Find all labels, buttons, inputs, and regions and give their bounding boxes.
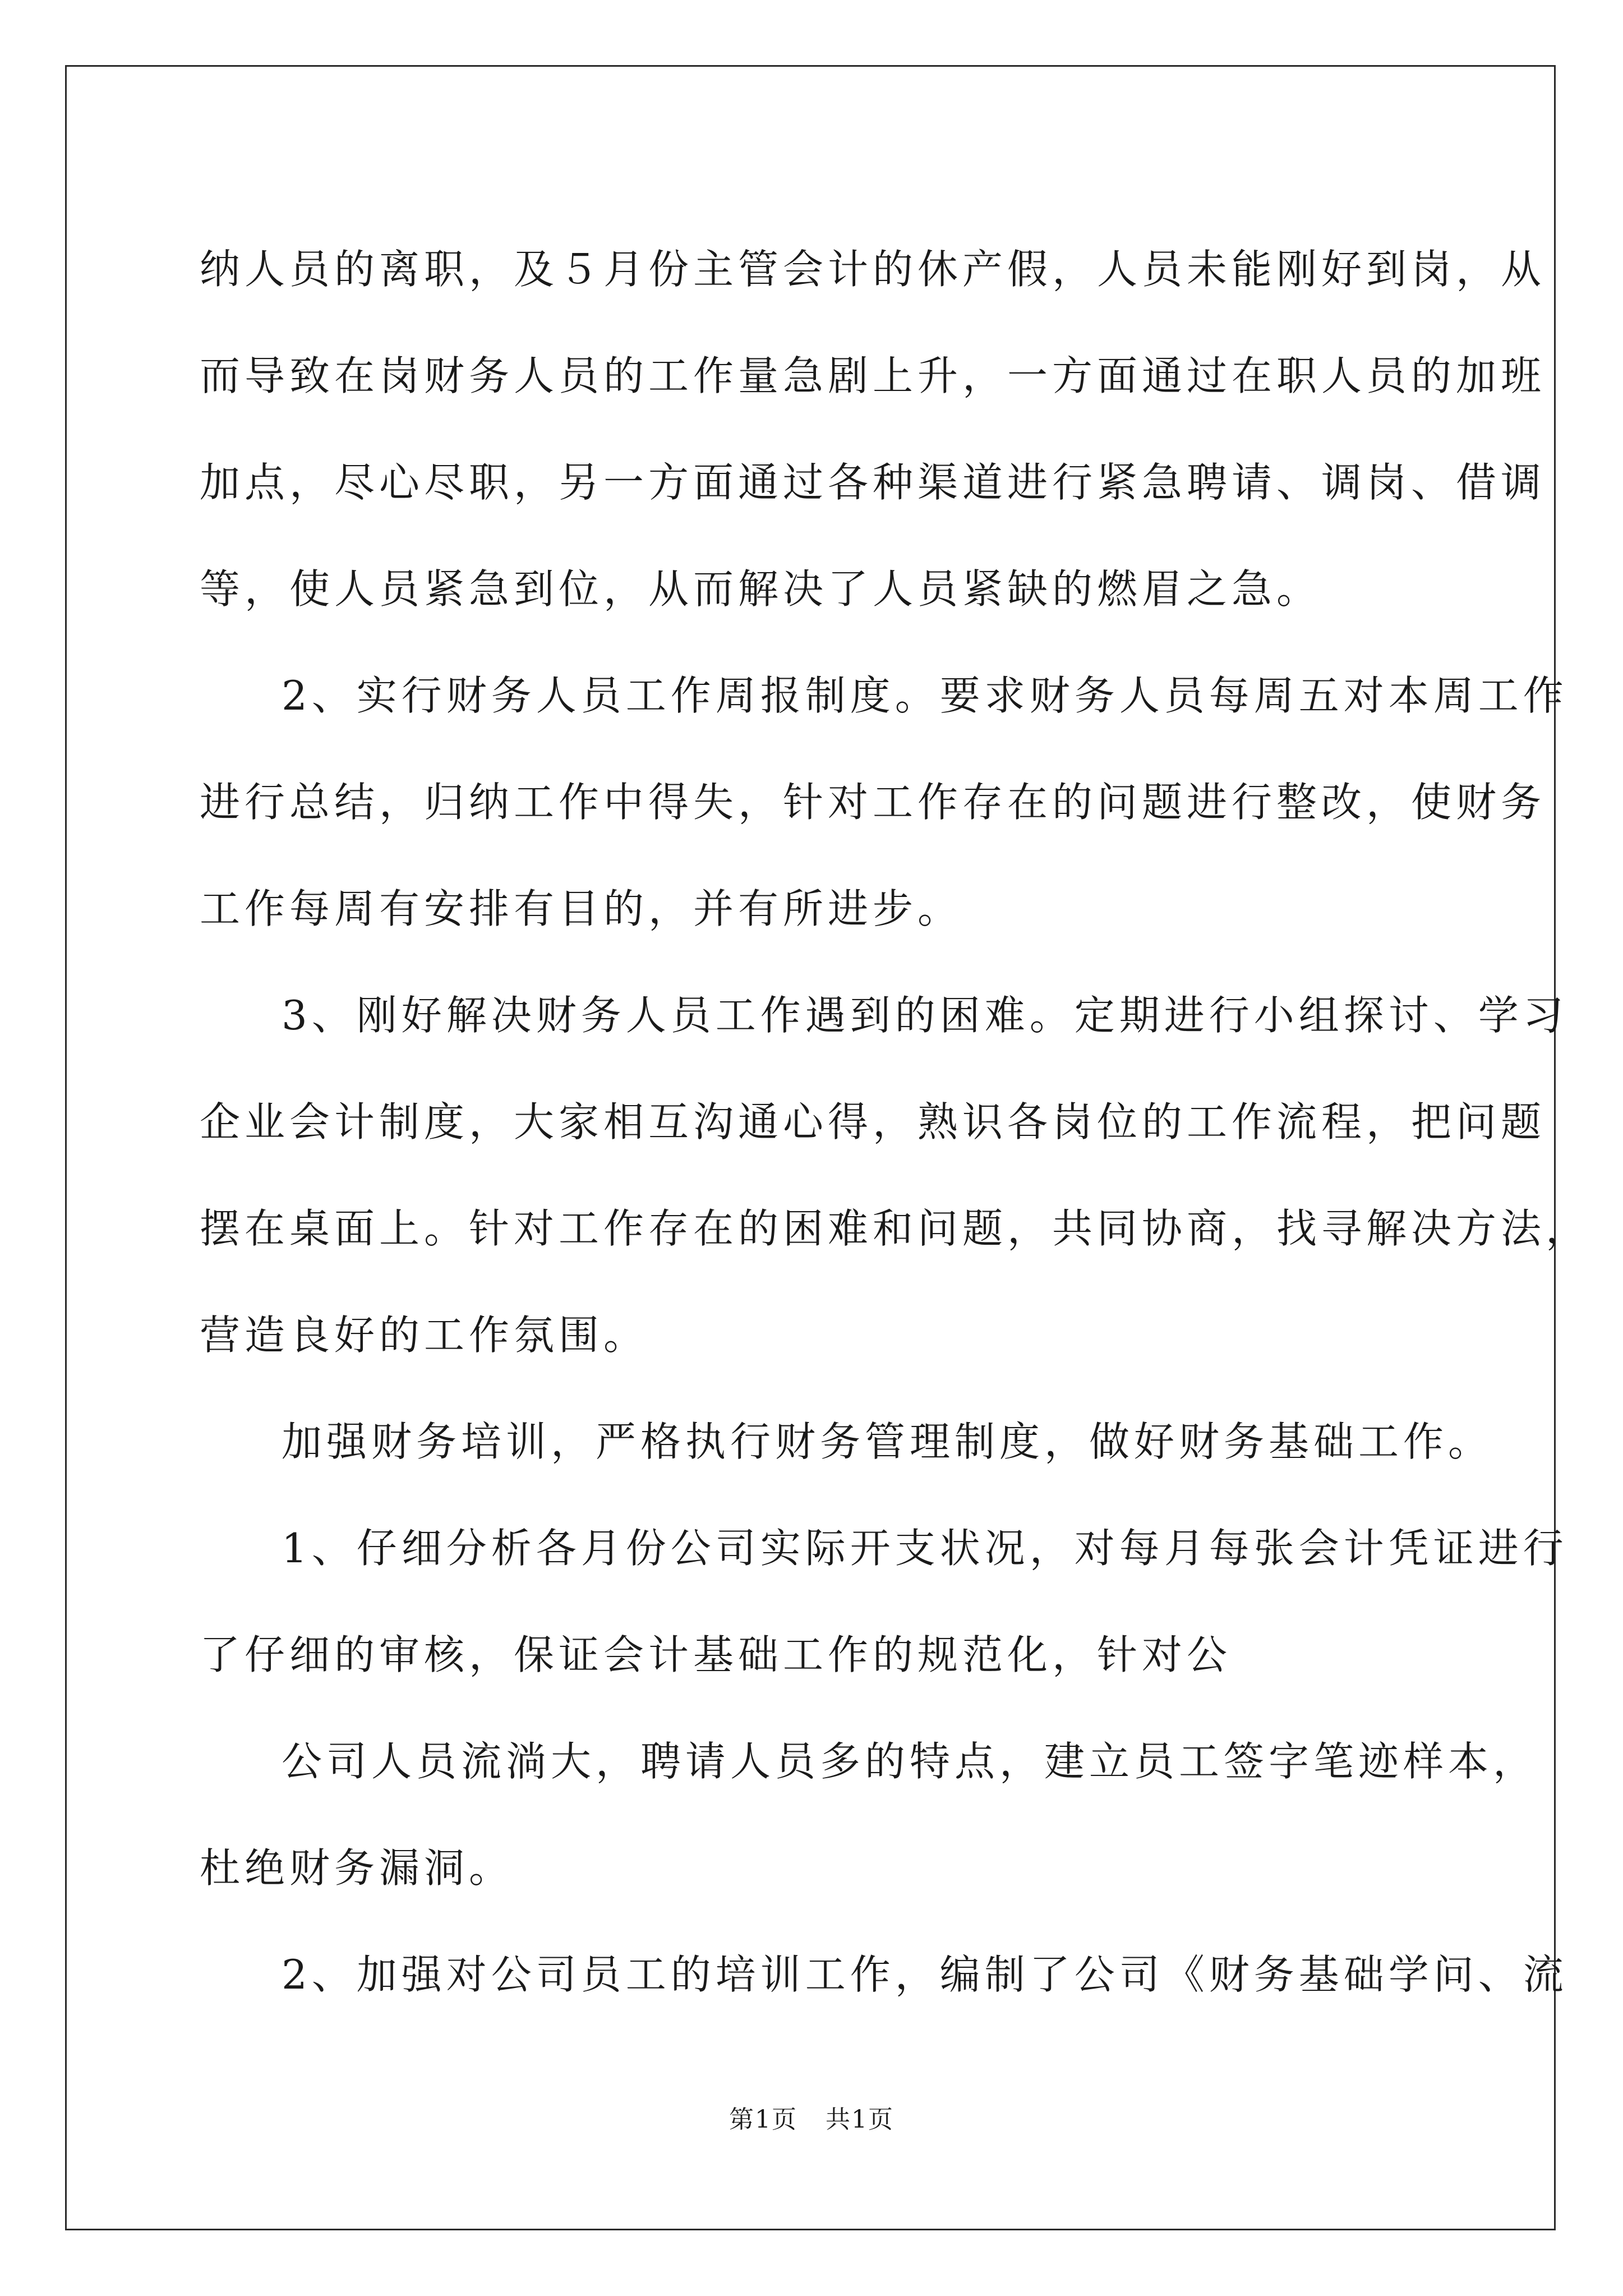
text-line: 纳人员的离职，及５月份主管会计的休产假，人员未能刚好到岗，从	[200, 246, 1546, 293]
text-line: 加点，尽心尽职，另一方面通过各种渠道进行紧急聘请、调岗、借调	[200, 459, 1546, 506]
text-line: 等，使人员紧急到位，从而解决了人员紧缺的燃眉之急。	[200, 565, 1322, 613]
document-body	[200, 216, 1591, 2028]
text-line: 进行总结，归纳工作中得失，针对工作存在的问题进行整改，使财务	[200, 779, 1546, 826]
text-line: 企业会计制度，大家相互沟通心得，熟识各岗位的工作流程，把问题	[200, 1098, 1546, 1145]
text-line: 加强财务培训，严格执行财务管理制度，做好财务基础工作。	[282, 1418, 1493, 1465]
page-footer	[0, 2099, 1623, 2135]
text-line: 杜绝财务漏洞。	[200, 1844, 514, 1892]
text-line: 2、实行财务人员工作周报制度。要求财务人员每周五对本周工作	[282, 672, 1568, 719]
text-line: 1、仔细分析各月份公司实际开支状况，对每月每张会计凭证进行	[282, 1525, 1568, 1572]
text-line: 了仔细的审核，保证会计基础工作的规范化，针对公	[200, 1631, 1232, 1678]
text-line: 3、刚好解决财务人员工作遇到的困难。定期进行小组探讨、学习	[282, 992, 1568, 1039]
page-number: 第1页	[729, 2105, 797, 2134]
text-line: 摆在桌面上。针对工作存在的困难和问题，共同协商，找寻解决方法，	[200, 1205, 1591, 1252]
text-line: 而导致在岗财务人员的工作量急剧上升，一方面通过在职人员的加班	[200, 352, 1546, 399]
page-total: 共1页	[826, 2105, 894, 2134]
text-line: 2、加强对公司员工的培训工作，编制了公司《财务基础学问、流	[282, 1951, 1568, 1998]
text-line: 公司人员流淌大，聘请人员多的特点，建立员工签字笔迹样本，	[282, 1738, 1538, 1785]
text-line: 营造良好的工作氛围。	[200, 1312, 649, 1359]
text-line: 工作每周有安排有目的，并有所进步。	[200, 885, 963, 932]
